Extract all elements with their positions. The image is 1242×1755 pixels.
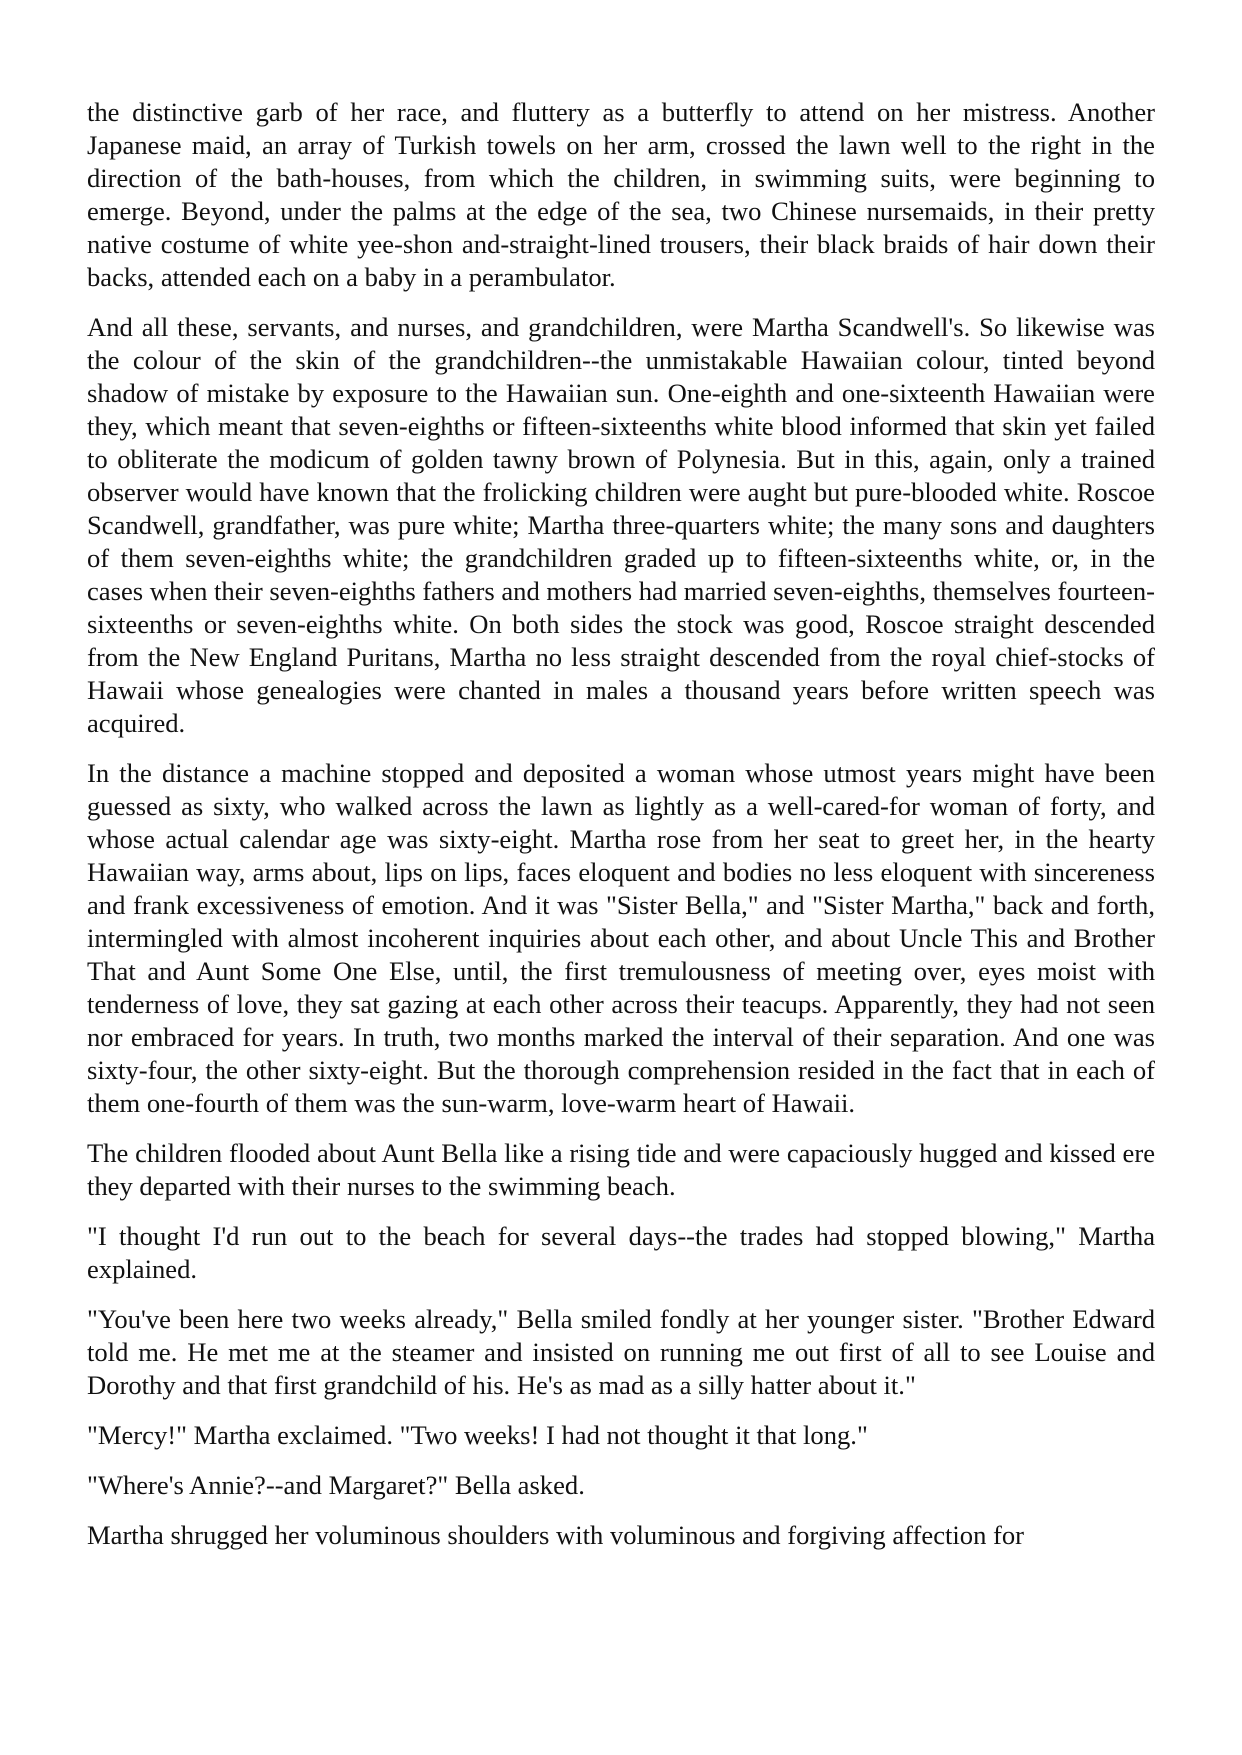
- paragraph: "I thought I'd run out to the beach for several days--the trades had stopped blowing," Martha explained.: [87, 1221, 1155, 1284]
- paragraph: the distinctive garb of her race, and fluttery as a butterfly to attend on her mistress. Another Japanese maid, an array of Turkish towels on her arm, crossed the lawn well to the right in the direction of the bath-houses, from which the children, in swimming suits, were beginning to emerge. Beyond, under the palms at the edge of the sea, two Chinese nursemaids, in their pretty native costume of white yee-shon and-straight-lined trousers, their black braids of hair down their backs, attended each on a baby in a perambulator.: [87, 97, 1155, 292]
- document-page: [87, 96, 1155, 1569]
- paragraph: "You've been here two weeks already," Bella smiled fondly at her younger sister. "Brother Edward told me. He met me at the steamer and insisted on running me out first of all to see Louise and Dorothy and that first grandchild of his. He's as mad as a silly hatter about it.": [87, 1304, 1155, 1400]
- paragraph: Martha shrugged her voluminous shoulders with voluminous and forgiving affection for: [87, 1520, 1025, 1550]
- paragraph: The children flooded about Aunt Bella like a rising tide and were capaciously hugged and kissed ere they departed with their nurses to the swimming beach.: [87, 1138, 1155, 1201]
- paragraph: In the distance a machine stopped and deposited a woman whose utmost years might have been guessed as sixty, who walked across the lawn as lightly as a well-cared-for woman of forty, and whose actual calendar age was sixty-eight. Martha rose from her seat to greet her, in the hearty Hawaiian way, arms about, lips on lips, faces eloquent and bodies no less eloquent with sincereness and frank excessiveness of emotion. And it was "Sister Bella," and "Sister Martha," back and forth, intermingled with almost incoherent inquiries about each other, and about Uncle This and Brother That and Aunt Some One Else, until, the first tremulousness of meeting over, eyes moist with tenderness of love, they sat gazing at each other across their teacups. Apparently, they had not seen nor embraced for years. In truth, two months marked the interval of their separation. And one was sixty-four, the other sixty-eight. But the thorough comprehension resided in the fact that in each of them one-fourth of them was the sun-warm, love-warm heart of Hawaii.: [87, 758, 1155, 1118]
- paragraph: And all these, servants, and nurses, and grandchildren, were Martha Scandwell's. So likewise was the colour of the skin of the grandchildren--the unmistakable Hawaiian colour, tinted beyond shadow of mistake by exposure to the Hawaiian sun. One-eighth and one-sixteenth Hawaiian were they, which meant that seven-eighths or fifteen-sixteenths white blood informed that skin yet failed to obliterate the modicum of golden tawny brown of Polynesia. But in this, again, only a trained observer would have known that the frolicking children were aught but pure-blooded white. Roscoe Scandwell, grandfather, was pure white; Martha three-quarters white; the many sons and daughters of them seven-eighths white; the grandchildren graded up to fifteen-sixteenths white, or, in the cases when their seven-eighths fathers and mothers had married seven-eighths, themselves fourteen-sixteenths or seven-eighths white. On both sides the stock was good, Roscoe straight descended from the New England Puritans, Martha no less straight descended from the royal chief-stocks of Hawaii whose genealogies were chanted in males a thousand years before written speech was acquired.: [87, 312, 1155, 738]
- paragraph: "Mercy!" Martha exclaimed. "Two weeks! I had not thought it that long.": [87, 1420, 868, 1450]
- paragraph: "Where's Annie?--and Margaret?" Bella asked.: [87, 1470, 585, 1500]
